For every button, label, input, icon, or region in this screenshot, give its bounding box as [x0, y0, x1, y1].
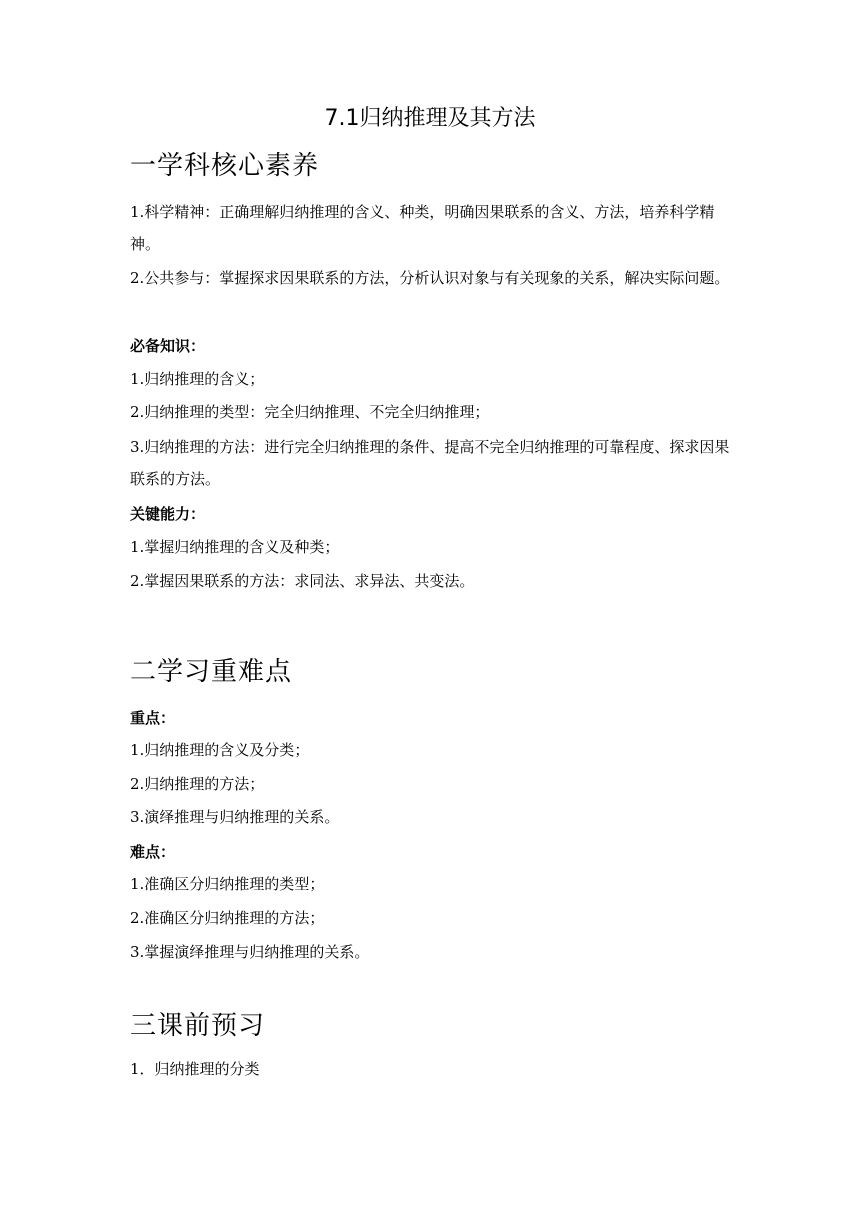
section1-item2: 2.公共参与：掌握探求因果联系的方法，分析认识对象与有关现象的关系，解决实际问题。 — [130, 269, 730, 287]
ability-label: 关键能力： — [130, 505, 206, 523]
knowledge-item-2: 2.归纳推理的类型：完全归纳推理、不完全归纳推理； — [130, 403, 490, 421]
section3-heading: 三课前预习 — [130, 1011, 266, 1041]
ability-item-2: 2.掌握因果联系的方法：求同法、求异法、共变法。 — [130, 572, 475, 590]
difficult-point-2: 2.准确区分归纳推理的方法； — [130, 909, 325, 927]
knowledge-item-3: 3.归纳推理的方法：进行完全归纳推理的条件、提高不完全归纳推理的可靠程度、探求因果联系的方法。 — [130, 438, 730, 488]
section2-heading: 二学习重难点 — [130, 657, 293, 687]
section3-item1: 1．归纳推理的分类 — [130, 1060, 260, 1078]
difficult-points-label: 难点： — [130, 843, 176, 861]
key-points-label: 重点： — [130, 709, 176, 727]
difficult-point-1: 1.准确区分归纳推理的类型； — [130, 875, 325, 893]
document-title: 7.1归纳推理及其方法 — [324, 106, 536, 131]
difficult-point-3: 3.掌握演绎推理与归纳推理的关系。 — [130, 943, 370, 961]
ability-item-1: 1.掌握归纳推理的含义及种类； — [130, 538, 340, 556]
key-point-2: 2.归纳推理的方法； — [130, 775, 265, 793]
knowledge-item-1: 1.归纳推理的含义； — [130, 370, 265, 388]
knowledge-label: 必备知识： — [130, 337, 206, 355]
key-point-1: 1.归纳推理的含义及分类； — [130, 741, 310, 759]
section1-heading: 一学科核心素养 — [130, 151, 320, 181]
section1-item1: 1.科学精神：正确理解归纳推理的含义、种类，明确因果联系的含义、方法，培养科学精神。 — [130, 203, 715, 253]
key-point-3: 3.演绎推理与归纳推理的关系。 — [130, 808, 340, 826]
